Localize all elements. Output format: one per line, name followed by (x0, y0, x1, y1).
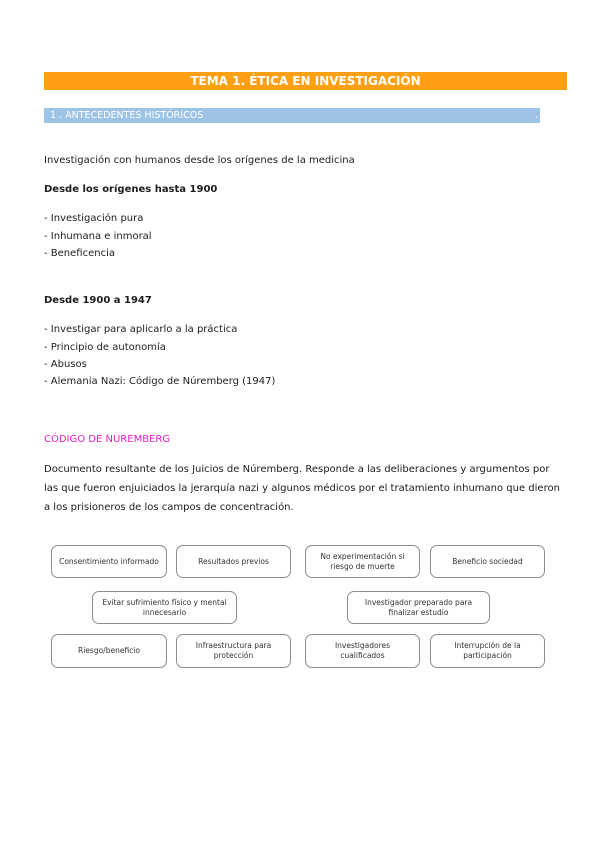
period1-item: - Inhumana e inmoral (44, 231, 152, 242)
principle-box: Investigador preparado para finalizar estudio (347, 591, 490, 624)
principle-box: Evitar sufrimiento físico y mental innecesario (92, 591, 237, 624)
section-title: 1 . ANTECEDENTES HISTÓRICOS (50, 110, 204, 121)
principle-box: Consentimiento informado (51, 545, 167, 578)
principle-box: Resultados previos (176, 545, 291, 578)
period2-item: - Investigar para aplicarlo a la práctica (44, 324, 238, 335)
principle-box: Riesgo/beneficio (51, 634, 167, 668)
period2-item: - Alemania Nazi: Código de Núremberg (1947) (44, 376, 276, 387)
intro-text: Investigación con humanos desde los orígenes de la medicina (44, 155, 355, 166)
period1-item: - Investigación pura (44, 213, 144, 224)
principle-box: Beneficio sociedad (430, 545, 545, 578)
section-header (44, 108, 540, 123)
page-title: TEMA 1. ÉTICA EN INVESTIGACIÓN (190, 74, 421, 88)
period1-item: - Beneficencia (44, 248, 115, 259)
period2-item: - Abusos (44, 359, 87, 370)
principle-box: Interrupción de la participación (430, 634, 545, 668)
period2-item: - Principio de autonomía (44, 342, 166, 353)
period1-heading: Desde los orígenes hasta 1900 (44, 184, 218, 195)
principle-box: No experimentación si riesgo de muerte (305, 545, 420, 578)
principle-box: Infraestructura para protección (176, 634, 291, 668)
period2-heading: Desde 1900 a 1947 (44, 295, 152, 306)
nuremberg-heading: CÓDIGO DE NUREMBERG (44, 434, 171, 445)
title-banner (44, 72, 567, 90)
nuremberg-paragraph: Documento resultante de los Juicios de Núremberg. Responde a las deliberaciones y argumentos por las que fueron enjuiciados la jerarquía nazi y algunos médicos por el tratamiento inhumano que dieron a los prisioneros de los campos de concentración. (44, 464, 560, 513)
principle-box: Investigadores cualificados (305, 634, 420, 668)
section-trailing-mark: . (534, 110, 538, 121)
